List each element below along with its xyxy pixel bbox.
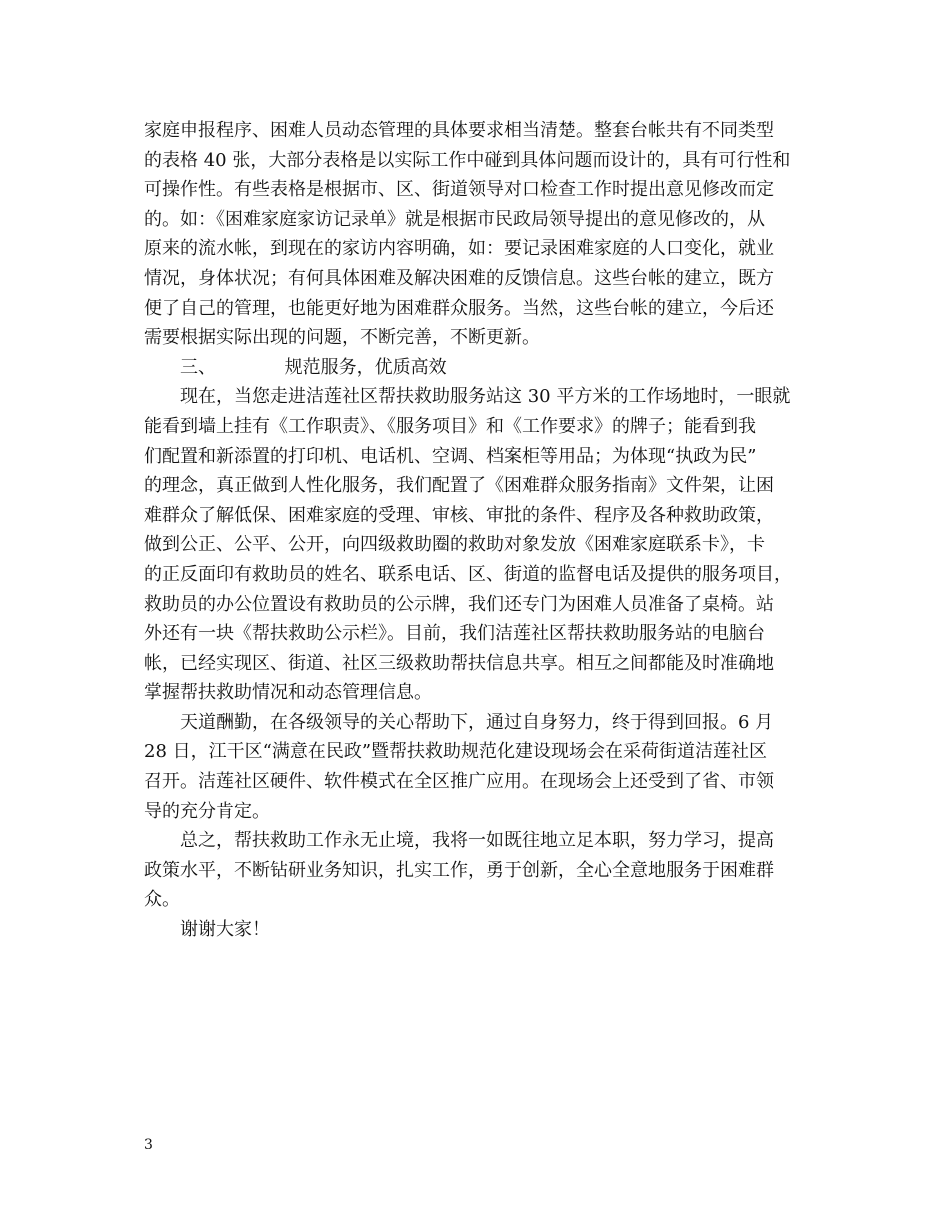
text-line: 情况，身体状况；有何具体困难及解决困难的反馈信息。这些台帐的建立，既方	[144, 267, 774, 289]
text-line: 外还有一块《帮扶救助公示栏》。目前，我们洁莲社区帮扶救助服务站的电脑台	[144, 623, 765, 645]
text-line: 能看到墙上挂有《工作职责》、《服务项目》和《工作要求》的牌子；能看到我	[144, 415, 756, 437]
text-line: 现在，当您走进洁莲社区帮扶救助服务站这 30 平方米的工作场地时，一眼就	[180, 386, 791, 408]
text-line: 掌握帮扶救助情况和动态管理信息。	[144, 682, 432, 704]
text-line: 可操作性。有些表格是根据市、区、街道领导对口检查工作时提出意见修改而定	[144, 179, 774, 201]
page-number: 3	[144, 1137, 153, 1153]
text-line: 做到公正、公平、公开，向四级救助圈的救助对象发放《困难家庭联系卡》，卡	[144, 534, 765, 556]
text-line: 总之，帮扶救助工作永无止境，我将一如既往地立足本职，努力学习，提高	[180, 830, 774, 852]
text-line: 帐，已经实现区、街道、社区三级救助帮扶信息共享。相互之间都能及时准确地	[144, 652, 774, 674]
text-line: 的正反面印有救助员的姓名、联系电话、区、街道的监督电话及提供的服务项目，	[144, 563, 792, 585]
text-line: 便了自己的管理，也能更好地为困难群众服务。当然，这些台帐的建立，今后还	[144, 297, 774, 319]
text-line: 导的充分肯定。	[144, 800, 270, 822]
text-line: 政策水平，不断钻研业务知识，扎实工作，勇于创新，全心全意地服务于困难群	[144, 859, 774, 881]
text-line: 28 日，江干区“满意在民政”暨帮扶救助规范化建设现场会在采荷街道洁莲社区	[144, 741, 768, 763]
document-body	[144, 116, 812, 945]
text-line: 的。如：《困难家庭家访记录单》就是根据市民政局领导提出的意见修改的，从	[144, 208, 765, 230]
text-line: 谢谢大家！	[180, 919, 270, 941]
text-line: 需要根据实际出现的问题，不断完善，不断更新。	[144, 327, 540, 349]
text-line: 原来的流水帐，到现在的家访内容明确，如：要记录困难家庭的人口变化，就业	[144, 238, 774, 260]
text-line: 难群众了解低保、困难家庭的受理、审核、审批的条件、程序及各种救助政策，	[144, 504, 774, 526]
text-line: 三、 规范服务，优质高效	[180, 356, 447, 378]
text-line: 的理念，真正做到人性化服务，我们配置了《困难群众服务指南》文件架，让困	[144, 475, 774, 497]
text-line: 家庭申报程序、困难人员动态管理的具体要求相当清楚。整套台帐共有不同类型	[144, 120, 774, 141]
text-line: 召开。洁莲社区硬件、软件模式在全区推广应用。在现场会上还受到了省、市领	[144, 771, 774, 793]
text-line: 众。	[144, 889, 180, 911]
text-line: 们配置和新添置的打印机、电话机、空调、档案柜等用品；为体现“执政为民”	[144, 445, 757, 467]
text-line: 的表格 40 张，大部分表格是以实际工作中碰到具体问题而设计的，具有可行性和	[144, 149, 791, 171]
text-line: 救助员的办公位置设有救助员的公示牌，我们还专门为困难人员准备了桌椅。站	[144, 593, 774, 615]
text-line: 天道酬勤，在各级领导的关心帮助下，通过自身努力，终于得到回报。6 月	[180, 711, 774, 733]
